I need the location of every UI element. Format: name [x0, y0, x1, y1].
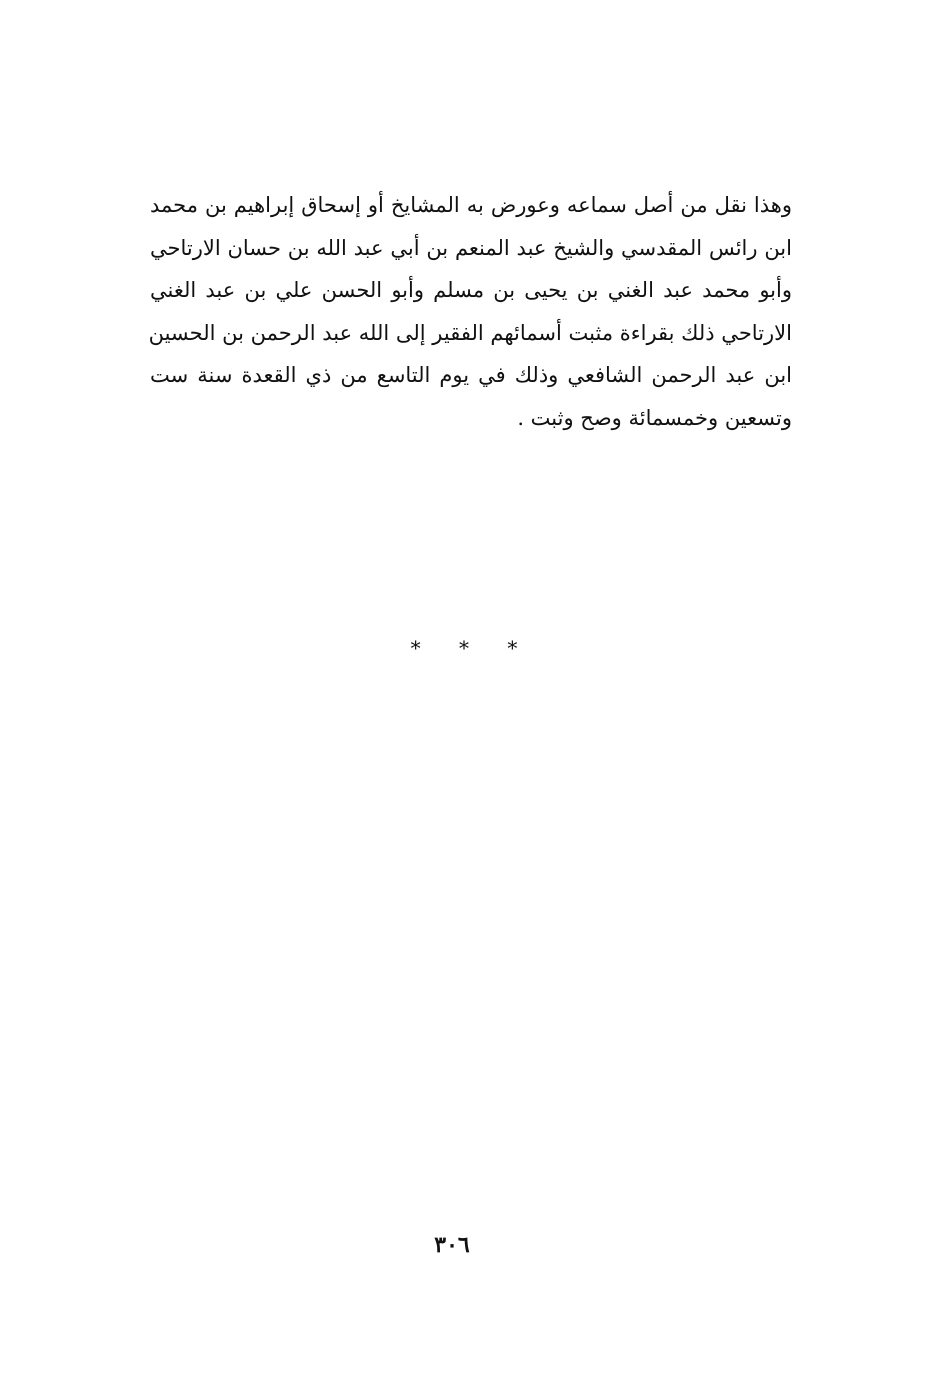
text-line-1: وهذا نقل من أصل سماعه وعورض به المشايخ أو إسحاق إبراهيم بن محمد — [150, 193, 792, 217]
text-line-6: وتسعين وخمسمائة وصح وثبت . — [517, 405, 792, 430]
text-line-5: ابن عبد الرحمن الشافعي وذلك في يوم التاسع من ذي القعدة سنة ست — [150, 363, 792, 387]
text-line-2: ابن رائس المقدسي والشيخ عبد المنعم بن أبي عبد الله بن حسان الارتاحي — [150, 235, 792, 260]
page-number: ٣٠٦ — [434, 1232, 470, 1258]
text-line-4: الارتاحي ذلك بقراءة مثبت أسمائهم الفقير إلى الله عبد الرحمن بن الحسين — [148, 320, 792, 345]
text-line-3: وأبو محمد عبد الغني بن يحيى بن مسلم وأبو الحسن علي بن عبد الغني — [150, 278, 792, 302]
body-paragraph — [150, 184, 792, 439]
section-separator: * * * — [410, 636, 534, 660]
